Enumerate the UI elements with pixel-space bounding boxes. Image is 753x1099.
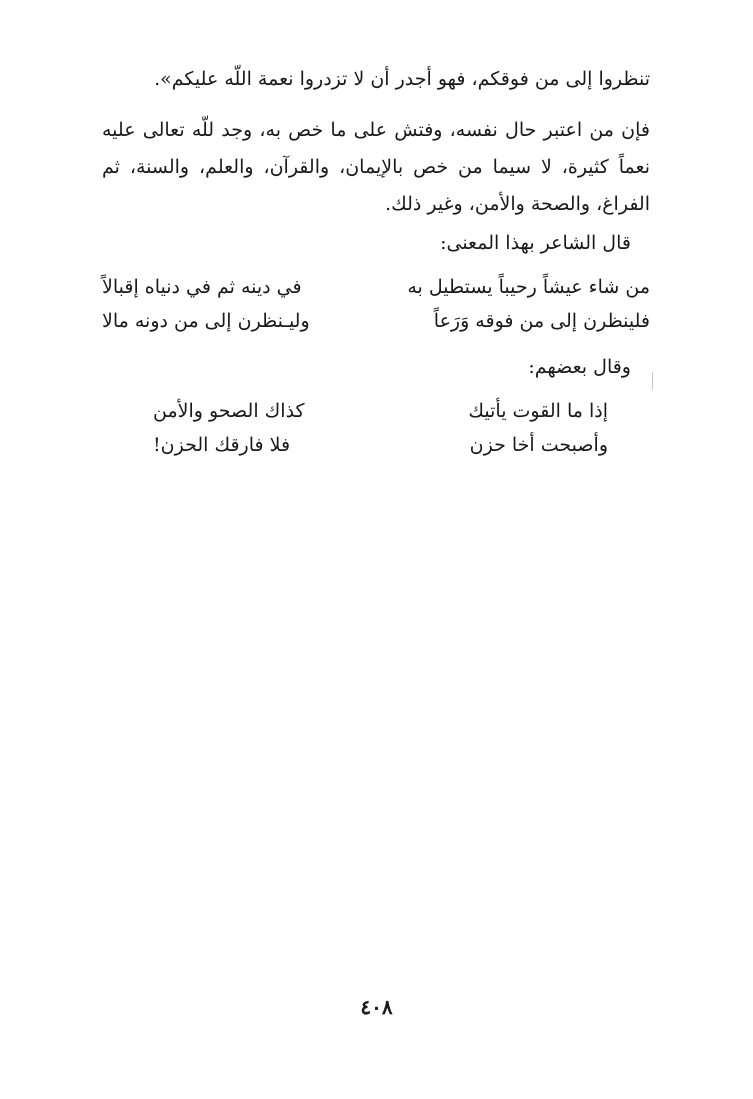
verse-first-hemistich: وأصبحت أخا حزن [469,434,608,456]
verse-second-hemistich: فلا فارقك الحزن! [153,434,291,456]
verse-row [153,400,608,434]
verse-row [153,434,608,468]
verse-row [102,310,650,344]
scan-mark [652,372,653,390]
verse-second-hemistich: كذاك الصحو والأمن [153,400,305,422]
verse-first-hemistich: من شاء عيشاً رحيباً يستطيل به [407,276,650,298]
verse-second-hemistich: في دينه ثم في دنياه إقبالاً [102,276,302,298]
verse-first-hemistich: فلينظرن إلى من فوقه وَرَعاً [433,310,650,332]
paragraph-reflection: فإن من اعتبر حال نفسه، وفتش على ما خص به، وجد للّه تعالى عليه نعماً كثيرة، لا سيما من خص بالإيمان، والقرآن، والعلم، والسنة، ثم الفراغ، والصحة والأمن، وغير ذلك. [102,119,650,215]
paragraph-continuation: تنظروا إلى من فوقكم، فهو أجدر أن لا تزدروا نعمة اللّه عليكم». [154,68,650,90]
verse-first-hemistich: إذا ما القوت يأتيك [468,400,608,422]
page-number: ٤٠٨ [360,995,393,1019]
poem-intro-1: قال الشاعر بهذا المعنى: [440,232,631,254]
verse-row [102,276,650,310]
poem-intro-2: وقال بعضهم: [528,356,631,378]
verse-second-hemistich: وليـنظرن إلى من دونه مالا [102,310,310,332]
